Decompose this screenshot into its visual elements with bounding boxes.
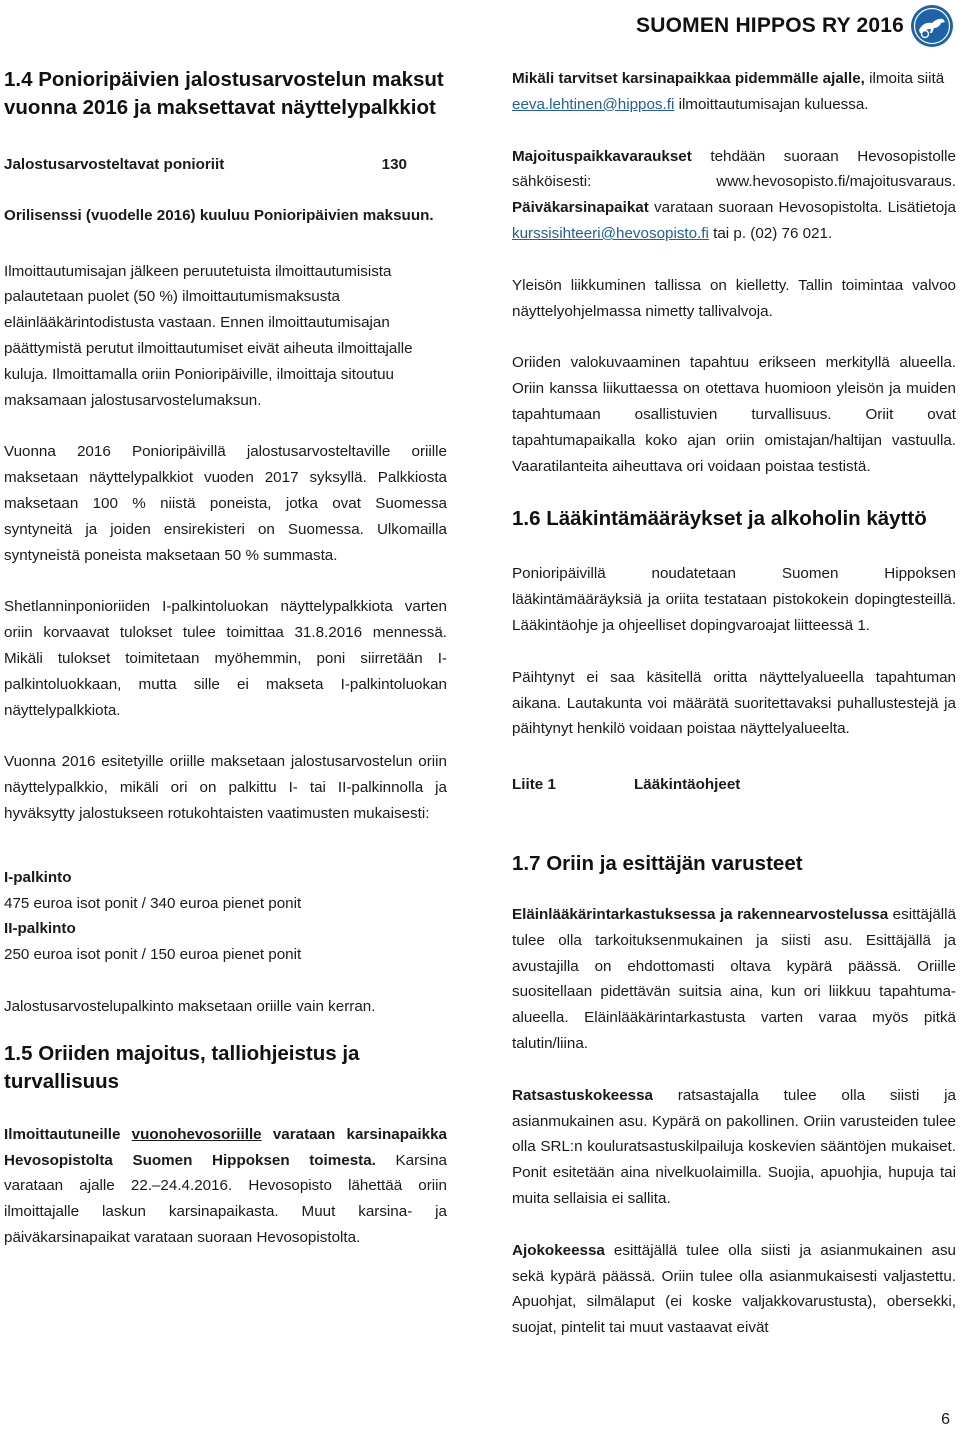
- vet-inspection-text: esittäjällä tulee olla tarkoituksenmukainen ja siisti asu. Esittäjällä ja avustajilla on ehdottomasti oltava kypärä päässä. Oriille suositellaan pidettävän suitsia aina, kun ori liikkuu tapahtuma-alueella. Eläinlääkärintarkastusta varten varaa myös pitkä talutin/liina.: [512, 905, 956, 1052]
- doping-paragraph: Ponioripäivillä noudatetaan Suomen Hippoksen lääkintämääräyksiä ja oriita testataan pistokokein dopingtesteillä. Lääkintäohje ja ohjeelliset dopingvaroajat liitteessä 1.: [512, 565, 956, 634]
- prize-2-label: II-palkinto: [4, 920, 76, 938]
- intoxicated-paragraph: Päihtynyt ei saa käsitellä oritta näyttelyalueella tapahtuman aikana. Lautakunta voi määrätä suoritettavaksi puhallustestejä ja päihtynyt henkilö voidaan poistaa näyttelyalueelta.: [512, 668, 956, 738]
- appendix-label: Liite 1: [512, 776, 556, 794]
- section-1-5-heading: 1.5 Oriiden majoitus, talliohjeistus ja turvallisuus: [4, 1041, 360, 1093]
- page-header-title: SUOMEN HIPPOS RY 2016: [636, 14, 904, 37]
- pony-fee-label: Jalostusarvosteltavat ponioriit: [4, 156, 225, 173]
- riding-test-paragraph: [512, 1083, 956, 1212]
- karsina-bold-end: varataan karsinapaikka Hevosopistolta Suomen Hippoksen toimesta.: [4, 1125, 447, 1169]
- section-1-7-heading: 1.7 Oriin ja esittäjän varusteet: [512, 851, 803, 875]
- accommodation-bold: Majoituspaikkavaraukset: [512, 147, 692, 165]
- payment-2016-paragraph: Vuonna 2016 Ponioripäivillä jalostusarvosteltaville oriille maksetaan näyttelypalkkiot vuoden 2017 syksyllä. Palkkiosta maksetaan 100 % niistä poneista, jotka ovat Suomessa syntyneitä ja joiden ensirekisteri on Suomessa. Ulkomailla syntyneistä poneista maksetaan 50 % summasta.: [4, 443, 447, 564]
- driving-test-text: esittäjällä tulee olla siisti ja asianmukainen asu sekä kypärä päässä. Oriin tulee olla asianmukaisesti valjastettu. Apuohjat, silmälaput (ei koske valjakkovarustusta), obersekki, suojat, pintelit tai muut vastaavat eivät: [512, 1241, 956, 1337]
- driving-test-paragraph: [512, 1238, 956, 1341]
- day-stall-text: varataan suoraan Hevosopistolta. Lisätietoja: [648, 199, 956, 217]
- vet-inspection-paragraph: [512, 902, 956, 1057]
- accommodation-paragraph: [512, 144, 956, 247]
- pony-fee-row: [4, 152, 447, 178]
- public-movement-paragraph: Yleisön liikkuminen tallissa on kielletty. Tallin toimintaa valvoo näyttelyohjelmassa nimetty tallivalvoja.: [512, 276, 956, 320]
- prize-1-value: 475 euroa isot ponit / 340 euroa pienet ponit: [4, 894, 302, 912]
- pony-fee-amount: 130: [381, 156, 407, 173]
- left-column: [4, 66, 447, 1251]
- longer-stay-text: ilmoita siitä: [864, 70, 945, 87]
- page-number: 6: [941, 1411, 950, 1428]
- esitetyille-paragraph: Vuonna 2016 esitetyille oriille maksetaan jalostusarvostelun oriin näyttelypalkkio, mikäli ori on palkittu I- tai II-palkinnolla ja hyväksytty jalostukseen rotukohtaisten vaatimusten mukaisesti:: [4, 753, 447, 822]
- appendix-value: Lääkintäohjeet: [634, 776, 741, 794]
- kurssisihteeri-email-link[interactable]: kurssisihteeri@hevosopisto.fi: [512, 224, 709, 242]
- riding-test-text: ratsastajalla tulee olla siisti ja asianmukainen asu. Kypärä on pakollinen. Oriin varusteiden tulee olla SRL:n kouluratsastuskilpailuja koskevien sääntöjen mukaiset. Ponit esitetään aina nivelkuolaimilla. Suojia, apuohjia, hupuja tai muita sellaisia ei sallita.: [512, 1086, 956, 1207]
- license-note: Orilisenssi (vuodelle 2016) kuuluu Ponioripäivien maksuun.: [4, 206, 434, 224]
- karsina-text: Karsina varataan ajalle 22.–24.4.2016. Hevosopisto lähettää oriin ilmoittajalle laskun karsinapaikasta. Muut karsina- ja päiväkarsinapaikat varataan suoraan Hevosopistolta.: [4, 1151, 448, 1246]
- day-stall-bold: Päiväkarsinapaikat: [512, 199, 649, 217]
- longer-stay-text-end: ilmoittautumisajan kuluessa.: [674, 95, 869, 113]
- phone-text: tai p. (02) 76 021.: [708, 224, 833, 242]
- prize-2-value: 250 euroa isot ponit / 150 euroa pienet ponit: [4, 946, 302, 964]
- hippos-horse-logo-icon: [910, 4, 954, 48]
- karsina-paragraph: [4, 1122, 447, 1251]
- longer-stay-paragraph: [512, 66, 956, 118]
- section-1-6-heading: 1.6 Lääkintämääräykset ja alkoholin käyttö: [512, 507, 927, 531]
- eeva-email-link[interactable]: eeva.lehtinen@hippos.fi: [512, 95, 675, 113]
- karsina-underlined: vuonohevosoriille: [131, 1125, 262, 1143]
- shetland-paragraph: Shetlanninponioriiden I-palkintoluokan näyttelypalkkiota varten oriin korvaavat tulokset tulee toimittaa 31.8.2016 mennessä. Mikäli tulokset toimitetaan myöhemmin, poni siirretään I-palkintoluokkaan, mutta sille ei makseta I-palkintoluokan näyttelypalkkiota.: [4, 598, 447, 719]
- appendix-row: [512, 772, 956, 798]
- accommodation-text: tehdään suoraan Hevosopistolle sähköisesti: www.hevosopisto.fi/majoitusvaraus.: [512, 147, 956, 191]
- vet-inspection-bold: Eläinlääkärintarkastuksessa ja rakennearvostelussa: [512, 905, 889, 923]
- refund-paragraph: Ilmoittautumisajan jälkeen peruutetuista ilmoittautumisista palautetaan puolet (50 %) ilmoittautumismaksusta eläinlääkärintodistusta vastaan. Ennen ilmoittautumisajan päättymistä perutut ilmoittautumiset eivät aiheuta ilmoittajalle kuluja. Ilmoittamalla oriin Ponioripäiville, ilmoittaja sitoutuu maksamaan jalostusarvostelumaksun.: [4, 262, 413, 409]
- once-note: Jalostusarvostelupalkinto maksetaan oriille vain kerran.: [4, 997, 376, 1015]
- prize-1-label: I-palkinto: [4, 868, 72, 886]
- karsina-bold-start: Ilmoittautuneille: [4, 1125, 132, 1143]
- section-1-4-heading: 1.4 Ponioripäivien jalostusarvostelun maksut vuonna 2016 ja maksettavat näyttelypalkkiot: [4, 68, 444, 119]
- driving-test-bold: Ajokokeessa: [512, 1241, 605, 1259]
- photography-paragraph: Oriiden valokuvaaminen tapahtuu erikseen merkityllä alueella. Oriin kanssa liikuttaessa on otettava huomioon yleisön ja muiden tapahtumaan osallistuvien turvallisuus. Oriit ovat tapahtumapaikalla koko ajan oriin omistajan/haltijan vastuulla. Vaaratilanteita aiheuttava ori voidaan poistaa testistä.: [512, 354, 956, 475]
- riding-test-bold: Ratsastuskokeessa: [512, 1086, 653, 1104]
- right-column: [512, 66, 956, 1341]
- longer-stay-bold: Mikäli tarvitset karsinapaikkaa pidemmälle ajalle,: [512, 70, 865, 87]
